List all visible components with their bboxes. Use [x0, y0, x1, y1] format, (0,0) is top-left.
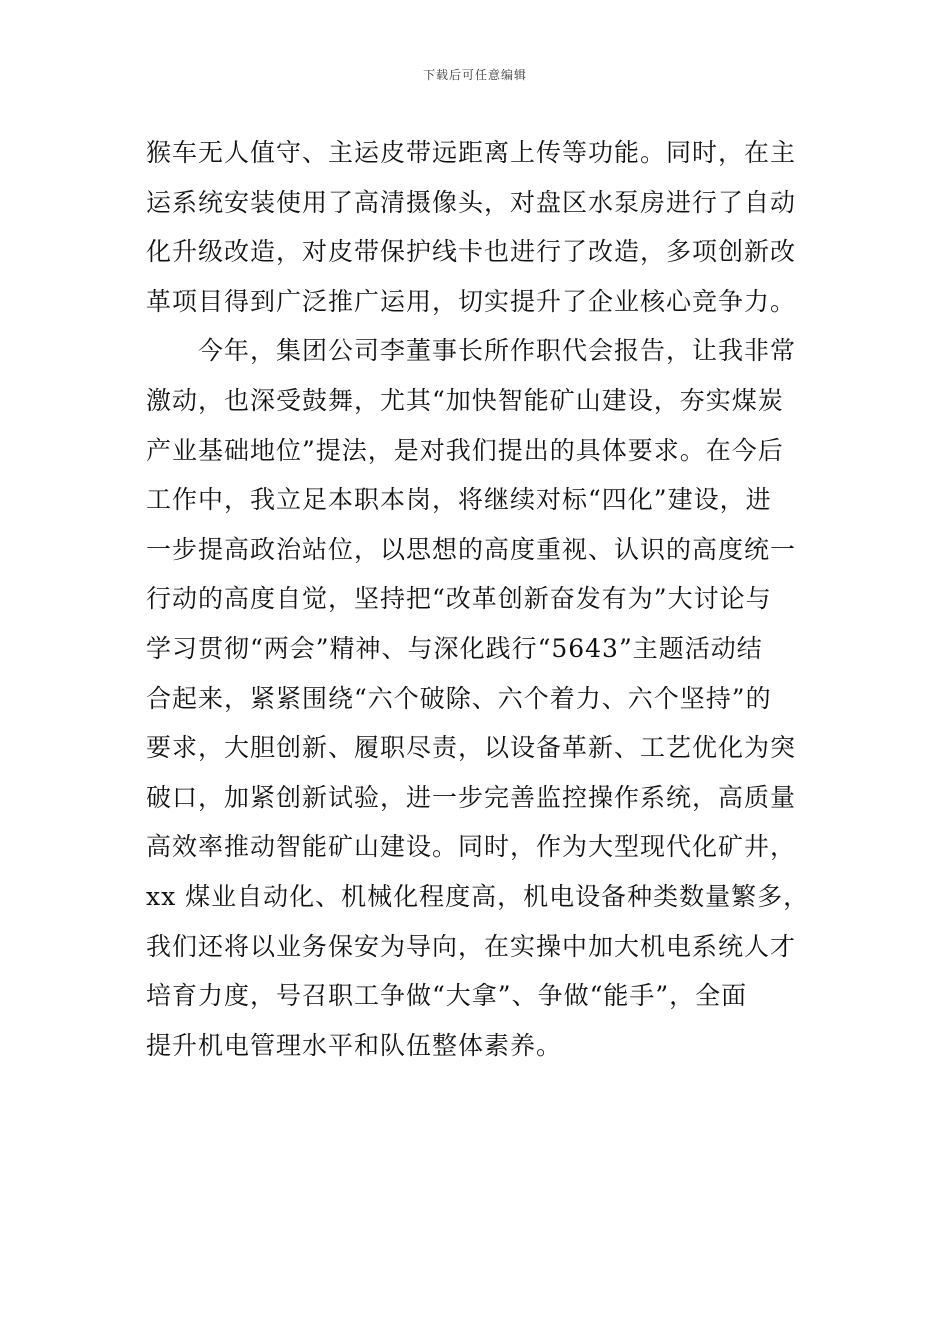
paragraph-1 [146, 128, 818, 326]
document-body [146, 128, 818, 1070]
page-header: 下载后可任意编辑 [422, 68, 527, 82]
text-line: 产业基础地位”提法，是对我们提出的具体要求。在今后 [146, 435, 784, 465]
text-line: 猴车无人值守、主运皮带远距离上传等功能。同时，在主 [146, 138, 797, 167]
text-line: 化升级改造，对皮带保护线卡也进行了改造，多项创新改 [146, 237, 797, 267]
text-line: 合起来，紧紧围绕“六个破除、六个着力、六个坚持”的 [146, 683, 772, 713]
text-line: 今年，集团公司李董事长所作职代会报告，让我非常 [198, 336, 797, 366]
text-line: 革项目得到广泛推广运用，切实提升了企业核心竞争力。 [146, 286, 797, 316]
text-line: 提升机电管理水平和队伍整体素养。 [146, 1030, 563, 1060]
text-line: 学习贯彻“两会”精神、与深化践行“5643”主题活动结 [146, 633, 763, 663]
text-line: 激动，也深受鼓舞，尤其“加快智能矿山建设，夯实煤炭 [146, 385, 784, 415]
text-line: 工作中，我立足本职本岗，将继续对标“四化”建设，进 [146, 485, 772, 515]
text-line: 我们还将以业务保安为导向，在实操中加大机电系统人才 [146, 931, 797, 961]
text-line: 一步提高政治站位，以思想的高度重视、认识的高度统一 [146, 534, 797, 564]
text-line: 行动的高度自觉，坚持把“改革创新奋发有为”大讨论与 [146, 584, 772, 614]
text-line: 运系统安装使用了高清摄像头，对盘区水泵房进行了自动 [146, 187, 797, 217]
text-line: xx 煤业自动化、机械化程度高，机电设备种类数量繁多， [146, 881, 810, 911]
text-line: 要求，大胆创新、履职尽责，以设备革新、工艺优化为突 [146, 733, 797, 763]
paragraph-2 [146, 326, 818, 1070]
text-line: 高效率推动智能矿山建设。同时，作为大型现代化矿井， [146, 832, 797, 862]
text-line: 破口，加紧创新试验，进一步完善监控操作系统，高质量 [146, 782, 797, 812]
text-line: 培育力度，号召职工争做“大拿”、争做“能手”，全面 [146, 981, 748, 1011]
